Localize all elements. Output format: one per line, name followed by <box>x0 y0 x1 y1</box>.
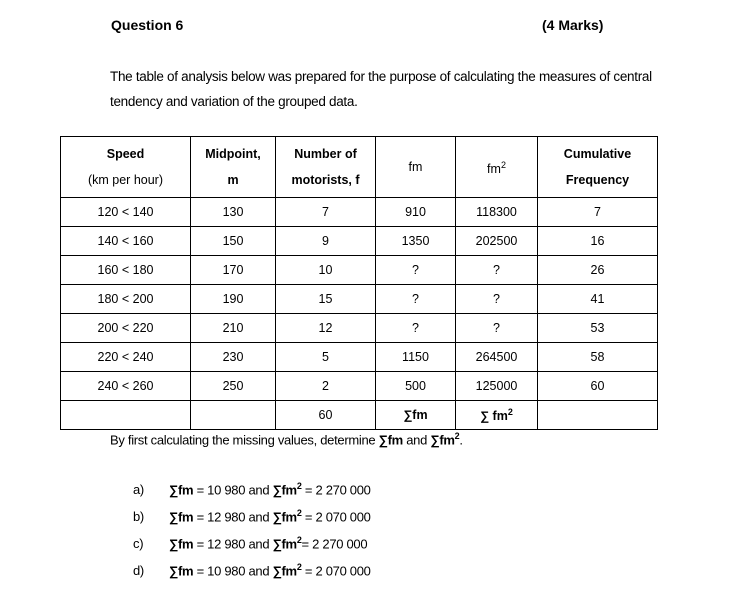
option-sym2: ∑fm <box>272 509 297 525</box>
cell-midpoint: 230 <box>191 343 276 372</box>
cell-speed: 120 < 140 <box>61 198 191 227</box>
instruction-sym2: ∑fm <box>430 432 455 448</box>
total-fm2-label: ∑ fm <box>480 409 508 424</box>
option-c[interactable] <box>133 531 371 558</box>
header-motorists-sym: motorists, f <box>291 173 360 187</box>
cell-cumulative: 16 <box>538 227 658 256</box>
cell-fm2: 118300 <box>456 198 538 227</box>
option-sym1: ∑fm <box>169 509 194 525</box>
cell-fm: ? <box>376 256 456 285</box>
instruction-pre: By first calculating the missing values, determine <box>110 432 379 448</box>
option-sup: 2 <box>296 562 302 572</box>
cell-frequency: 2 <box>276 372 376 401</box>
header-speed-unit: (km per hour) <box>87 173 164 187</box>
header-cumulative-label: Cumulative <box>563 147 632 161</box>
cell-frequency: 5 <box>276 343 376 372</box>
header-midpoint-sym: m <box>227 173 239 187</box>
cell-frequency: 9 <box>276 227 376 256</box>
question-title: Question 6 <box>111 17 184 33</box>
option-sym2: ∑fm <box>272 563 297 579</box>
cell-fm: ? <box>376 314 456 343</box>
cell-cumulative: 53 <box>538 314 658 343</box>
cell-frequency: 7 <box>276 198 376 227</box>
option-sym2: ∑fm <box>272 482 297 498</box>
cell-cumulative: 7 <box>538 198 658 227</box>
option-sup: 2 <box>296 508 302 518</box>
header-cumulative <box>538 137 658 198</box>
cell-speed: 200 < 220 <box>61 314 191 343</box>
cell-total-fm2 <box>456 401 538 430</box>
option-value1: = 12 980 and <box>193 509 273 525</box>
table-row <box>61 314 658 343</box>
frequency-table <box>60 136 658 430</box>
header-fm2-label: fm <box>487 162 501 177</box>
option-sym1: ∑fm <box>169 482 194 498</box>
header-speed-label: Speed <box>106 147 145 161</box>
option-value2: = 2 070 000 <box>301 563 371 579</box>
cell-midpoint: 190 <box>191 285 276 314</box>
cell-fm: 910 <box>376 198 456 227</box>
cell-fm: 1150 <box>376 343 456 372</box>
cell-total-fm: ∑fm <box>376 401 456 430</box>
cell-fm2: ? <box>456 285 538 314</box>
cell-fm2: 202500 <box>456 227 538 256</box>
option-d[interactable] <box>133 558 371 585</box>
cell-frequency: 15 <box>276 285 376 314</box>
instruction-post: . <box>459 432 463 448</box>
table-row <box>61 198 658 227</box>
cell-midpoint: 210 <box>191 314 276 343</box>
option-value2: = 2 270 000 <box>301 536 368 552</box>
header-cumulative-label2: Frequency <box>565 173 630 187</box>
option-sup: 2 <box>296 535 302 545</box>
cell-total-frequency: 60 <box>276 401 376 430</box>
cell-cumulative: 58 <box>538 343 658 372</box>
option-label: b) <box>133 509 144 525</box>
table-header-row <box>61 137 658 198</box>
cell-fm: 1350 <box>376 227 456 256</box>
instruction-mid: and <box>402 432 431 448</box>
cell-frequency: 10 <box>276 256 376 285</box>
option-label: c) <box>133 536 144 552</box>
header-midpoint-label: Midpoint, <box>205 147 261 161</box>
cell-fm2: ? <box>456 256 538 285</box>
header-fm-label: fm <box>408 160 423 174</box>
cell-fm: 500 <box>376 372 456 401</box>
cell-speed: 140 < 160 <box>61 227 191 256</box>
header-motorists <box>276 137 376 198</box>
option-sym1: ∑fm <box>169 536 194 552</box>
option-sup: 2 <box>296 481 302 491</box>
option-sym1: ∑fm <box>169 563 194 579</box>
header-midpoint <box>191 137 276 198</box>
option-value1: = 12 980 and <box>193 536 273 552</box>
instruction-text <box>110 431 463 447</box>
header-fm <box>376 137 456 198</box>
cell-frequency: 12 <box>276 314 376 343</box>
cell-midpoint: 170 <box>191 256 276 285</box>
header-speed <box>61 137 191 198</box>
cell-midpoint: 250 <box>191 372 276 401</box>
option-label: d) <box>133 563 144 579</box>
option-value2: = 2 270 000 <box>301 482 371 498</box>
option-value1: = 10 980 and <box>193 563 273 579</box>
cell-speed: 240 < 260 <box>61 372 191 401</box>
cell-midpoint: 150 <box>191 227 276 256</box>
header-fm2 <box>456 137 538 198</box>
cell-speed: 180 < 200 <box>61 285 191 314</box>
totals-row <box>61 401 658 430</box>
instruction-sym1: ∑fm <box>378 432 403 448</box>
instruction-sup: 2 <box>454 431 460 441</box>
intro-text: The table of analysis below was prepared for the purpose of calculating the measures of central tendency and variation of the grouped data. <box>110 69 652 109</box>
question-marks: (4 Marks) <box>542 17 604 33</box>
table-row <box>61 227 658 256</box>
cell-fm2: ? <box>456 314 538 343</box>
option-a[interactable] <box>133 477 371 504</box>
table-row <box>61 285 658 314</box>
option-value2: = 2 070 000 <box>301 509 371 525</box>
header-fm2-sup: 2 <box>500 159 506 170</box>
cell-total-empty <box>61 401 191 430</box>
option-value1: = 10 980 and <box>193 482 273 498</box>
cell-fm2: 264500 <box>456 343 538 372</box>
option-label: a) <box>133 482 144 498</box>
table-row <box>61 343 658 372</box>
cell-cumulative: 41 <box>538 285 658 314</box>
table-row <box>61 256 658 285</box>
table-row <box>61 372 658 401</box>
cell-midpoint: 130 <box>191 198 276 227</box>
cell-fm2: 125000 <box>456 372 538 401</box>
cell-cumulative: 60 <box>538 372 658 401</box>
cell-total-empty <box>538 401 658 430</box>
option-b[interactable] <box>133 504 371 531</box>
option-sym2: ∑fm <box>272 536 297 552</box>
cell-speed: 160 < 180 <box>61 256 191 285</box>
cell-speed: 220 < 240 <box>61 343 191 372</box>
cell-fm: ? <box>376 285 456 314</box>
total-fm2-sup: 2 <box>507 406 513 417</box>
answer-options <box>133 477 371 585</box>
cell-total-empty <box>191 401 276 430</box>
cell-cumulative: 26 <box>538 256 658 285</box>
header-motorists-label: Number of <box>294 147 357 161</box>
